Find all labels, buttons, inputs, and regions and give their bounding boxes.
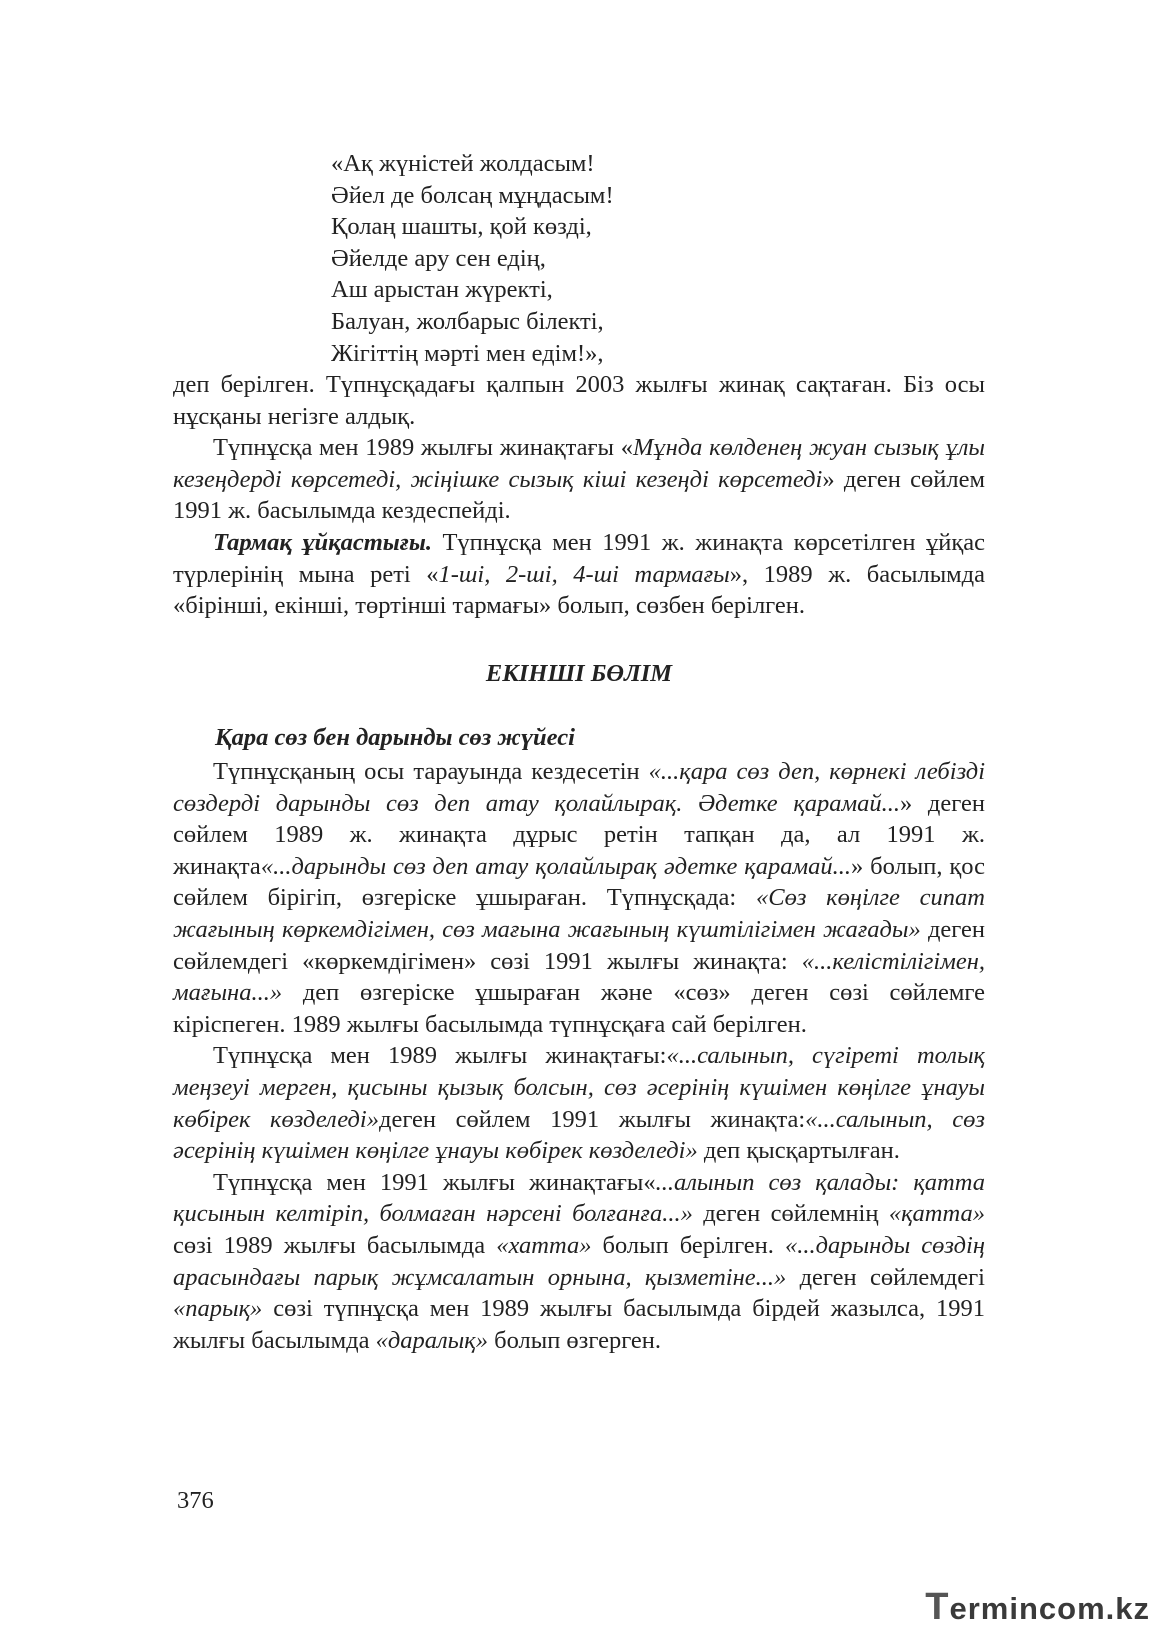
italic-quote: «...дарынды сөздің арасындағы парық жұмсалатын орнына, қызметіне...» (173, 1231, 985, 1291)
text-run: деген сөйлемдегі (786, 1263, 985, 1291)
text-run: деген сөйлем 1991 жылғы жинақта: (378, 1105, 806, 1133)
text-run: Түпнұсқа мен 1989 жылғы жинақтағы « (213, 434, 633, 462)
italic-quote: «Сөз көңілге сипат жағының көркемдігімен, сөз мағына жағының күштілігімен жағады» (173, 884, 985, 943)
text-run: болып берілген. (591, 1231, 785, 1259)
text-run: Түпнұсқа мен 1991 жылғы жинақтағы« (213, 1168, 656, 1196)
italic-quote: 1-ші, 2-ші, 4-ші тармағы (438, 560, 730, 588)
poem-line: Әйел де болсаң мұңдасым! (331, 181, 614, 209)
poem-line: Әйелде ару сен едің, (331, 244, 546, 272)
paragraph (173, 527, 985, 622)
logo-letter: T (925, 1586, 950, 1628)
paragraph (173, 756, 985, 1040)
poem-line: Жігіттің мәрті мен едім!», (331, 339, 604, 367)
poem-line: «Ақ жүністей жолдасым! (331, 150, 595, 177)
italic-quote: Мұнда көлденең жуан сызық ұлы кезеңдерді көрсетеді, жіңішке сызық кіші кезеңді көрсетеді (173, 434, 985, 493)
section-title: ЕКІНШІ БӨЛІМ (485, 660, 673, 687)
italic-quote: ...алынып сөз қалады: қатта қисынын келтіріп, болмаған нәрсені болғанға...» (173, 1168, 985, 1228)
italic-quote: «даралық» (375, 1326, 488, 1354)
text-run: Түпнұсқаның осы тарауында кездесетін (213, 758, 649, 785)
italic-quote: «хатта» (496, 1231, 592, 1259)
poem-line: Аш арыстан жүректі, (331, 276, 553, 304)
text-run: » деген сөйлем 1991 ж. басылымда кездеспейді. (173, 465, 985, 525)
italic-quote: «...келістілігімен, мағына...» (173, 947, 985, 1007)
text-block-second (173, 756, 985, 1356)
paragraph (173, 432, 985, 527)
italic-quote: «...салынып, сүгіреті толық меңзеуі мерген, қисыны қызық болсын, сөз әсерінің күшімен көңілге ұнауы көбірек көзделеді» (173, 1042, 986, 1133)
text-run: », 1989 ж. басылымда «бірінші, екінші, төртінші тармағы» болып, сөзбен берілген. (173, 560, 985, 620)
italic-quote: «қатта» (888, 1200, 985, 1228)
paragraph-heading: Тармақ ұйқастығы. (213, 528, 432, 556)
text-run: сөзі түпнұсқа мен 1989 жылғы басылымда бірдей жазылса, 1991 жылғы басылымда (173, 1295, 985, 1354)
text-run: сөзі 1989 жылғы басылымда (173, 1231, 497, 1259)
text-run: деген сөйлемдегі «көркемдігімен» сөзі 1991 жылғы жинақта: (173, 915, 985, 975)
paragraph (173, 1167, 985, 1357)
poem-block (331, 148, 614, 369)
text-run: » деген сөйлем 1989 ж. жинақта дұрыс ретін тапқан да, ал 1991 ж. жинақта (173, 789, 985, 880)
text-run: » болып, қос сөйлем бірігіп, өзгеріске ұшыраған. Түпнұсқада: (173, 852, 985, 912)
logo-text: ermincom.kz (949, 1591, 1150, 1626)
text-run: деп өзгеріске ұшыраған және «сөз» деген сөзі сөйлемге кіріспеген. 1989 жылғы басылымда түпнұсқаға сай берілген. (173, 979, 985, 1038)
italic-quote: «...салынып, сөз әсерінің күшімен көңілге ұнауы көбірек көзделеді» (173, 1105, 985, 1165)
text-run: болып өзгерген. (487, 1326, 662, 1354)
page-number: 376 (177, 1487, 214, 1514)
italic-quote: «...дарынды сөз деп атау қолайлырақ әдетке қарамай... (260, 852, 852, 880)
text-run: деп қысқартылған. (697, 1137, 900, 1165)
termincom-logo (925, 1586, 1150, 1629)
italic-quote: «парық» (173, 1295, 263, 1323)
text-run: Түпнұсқа мен 1991 ж. жинақта көрсетілген ұйқас түрлерінің мына реті « (173, 528, 985, 588)
poem-line: Балуан, жолбарыс білекті, (331, 307, 604, 335)
paragraph: деп берілген. Түпнұсқадағы қалпын 2003 жылғы жинақ сақтаған. Біз осы нұсқаны негізге алдық. (173, 371, 985, 430)
paragraph (173, 1040, 985, 1166)
text-block-first (173, 369, 985, 622)
text-run: деген сөйлемнің (692, 1200, 889, 1228)
subsection-title: Қара сөз бен дарынды сөз жүйесі (215, 724, 575, 751)
poem-line: Қолаң шашты, қой көзді, (331, 213, 592, 241)
italic-quote: «...қара сөз деп, көрнекі лебізді сөздерді дарынды сөз деп атау қолайлырақ. Әдетке қарамай... (173, 758, 985, 817)
text-run: Түпнұсқа мен 1989 жылғы жинақтағы: (213, 1042, 667, 1070)
